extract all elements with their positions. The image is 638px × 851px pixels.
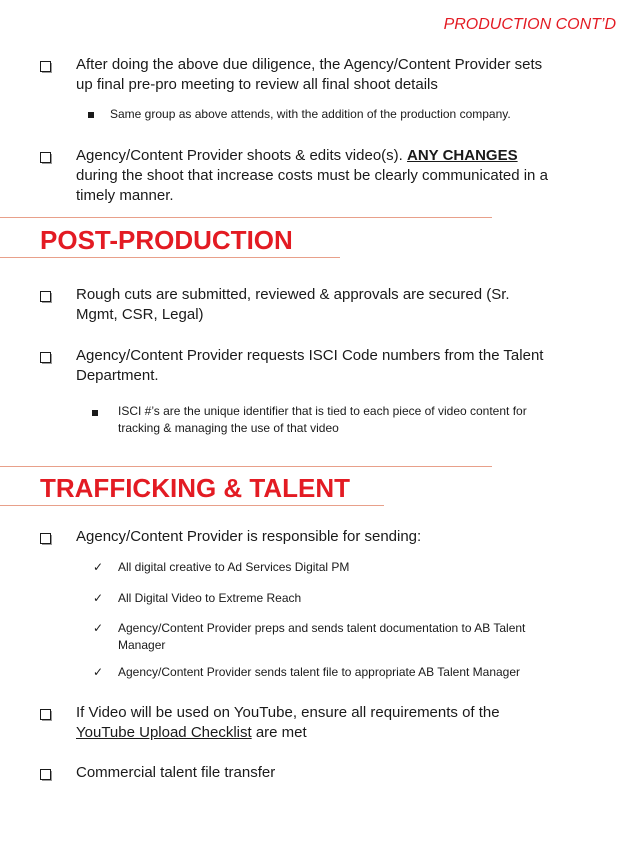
section-heading: POST-PRODUCTION [40, 225, 293, 255]
bullet-text: Commercial talent file transfer [76, 764, 276, 781]
checkmark-icon: ✓ [93, 560, 104, 574]
checkbox-icon [40, 352, 51, 363]
checkmark-icon: ✓ [93, 621, 104, 635]
checkbox-icon [40, 291, 51, 302]
check-item-text: Agency/Content Provider sends talent file to appropriate AB Talent Manager [118, 665, 521, 679]
check-item-text: All digital creative to Ad Services Digital PM [118, 560, 350, 574]
checkmark-icon: ✓ [93, 665, 104, 679]
text-line: Agency/Content Provider requests ISCI Code numbers from the Talent [76, 347, 544, 364]
square-bullet-icon [88, 112, 94, 118]
checkbox-icon [40, 152, 51, 163]
bullet-text [76, 346, 543, 386]
emphasis: ANY CHANGES [407, 147, 518, 164]
checkbox-icon [40, 709, 51, 720]
bullet-text [76, 703, 500, 743]
text-line: during the shoot that increase costs must be clearly communicated in a [76, 167, 548, 184]
bullet-text: Agency/Content Provider is responsible for sending: [76, 528, 422, 545]
divider [0, 466, 492, 467]
text-line: Department. [76, 367, 159, 384]
text-line: ISCI #’s are the unique identifier that is tied to each piece of video content for [118, 404, 527, 418]
check-item-text [118, 620, 525, 654]
text-line: Agency/Content Provider shoots & edits video(s). ANY CHANGES [76, 147, 518, 164]
text-line: Agency/Content Provider preps and sends talent documentation to AB Talent [118, 621, 526, 635]
checkbox-icon [40, 769, 51, 780]
text-line: Rough cuts are submitted, reviewed & approvals are secured (Sr. [76, 286, 510, 303]
text-line: Manager [118, 638, 166, 652]
text-line: Mgmt, CSR, Legal) [76, 306, 204, 323]
checkbox-icon [40, 61, 51, 72]
check-item-text: All Digital Video to Extreme Reach [118, 591, 302, 605]
youtube-checklist-link[interactable]: YouTube Upload Checklist [76, 724, 252, 741]
square-bullet-icon [92, 410, 98, 416]
divider [0, 217, 492, 218]
page-title: PRODUCTION CONT’D [443, 16, 616, 33]
text-line: up final pre-pro meeting to review all final shoot details [76, 76, 438, 93]
divider [0, 505, 384, 506]
checkbox-icon [40, 533, 51, 544]
bullet-text [76, 146, 548, 206]
divider [0, 257, 340, 258]
bullet-text [76, 55, 542, 95]
text-line: After doing the above due diligence, the Agency/Content Provider sets [76, 56, 543, 73]
section-heading: TRAFFICKING & TALENT [40, 473, 351, 503]
bullet-text [76, 285, 510, 325]
sub-bullet-text [118, 403, 527, 437]
text-line: tracking & managing the use of that video [118, 421, 339, 435]
checkmark-icon: ✓ [93, 591, 104, 605]
text-line: timely manner. [76, 187, 174, 204]
text-line: YouTube Upload Checklist are met [76, 724, 307, 741]
sub-bullet-text: Same group as above attends, with the addition of the production company. [110, 107, 511, 121]
text-line: If Video will be used on YouTube, ensure all requirements of the [76, 704, 500, 721]
